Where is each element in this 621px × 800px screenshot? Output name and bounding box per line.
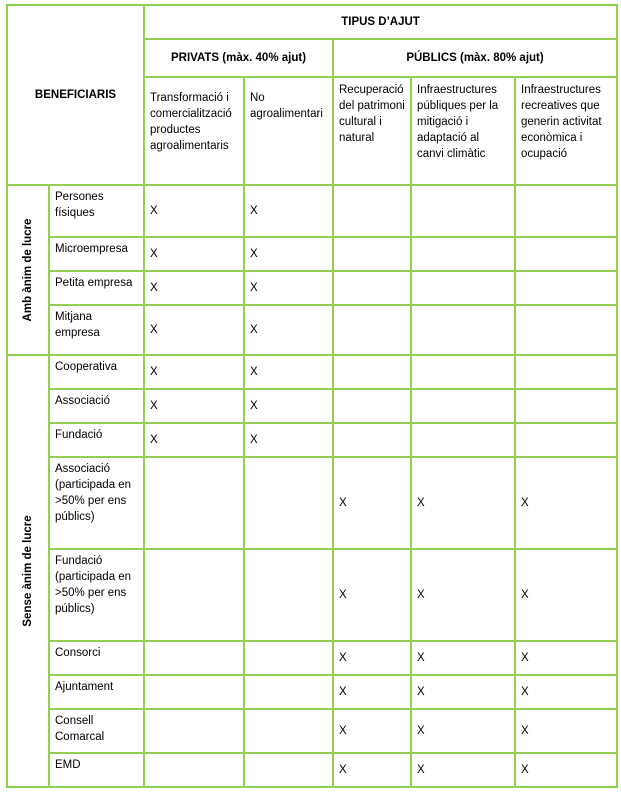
beneficiary-name: Mitjana empresa — [49, 305, 144, 355]
mark-cell — [333, 355, 411, 389]
beneficiary-name: Fundació — [49, 423, 144, 457]
mark-cell: X — [515, 457, 617, 549]
beneficiary-name: Ajuntament — [49, 675, 144, 709]
table-row — [7, 753, 617, 787]
mark-cell: X — [144, 271, 244, 305]
mark-cell: X — [244, 237, 333, 271]
group-label: Amb ànim de lucre — [22, 218, 34, 322]
group-sense-anim-lucre — [7, 355, 49, 787]
mark-cell — [244, 457, 333, 549]
table-row — [7, 675, 617, 709]
col-infra-recreatives-header: Infraestructures recreatives que generin activitat econòmica i ocupació — [515, 77, 617, 185]
mark-cell: X — [144, 237, 244, 271]
mark-cell — [411, 185, 515, 237]
mark-cell — [333, 237, 411, 271]
privats-header: PRIVATS (màx. 40% ajut) — [144, 39, 333, 77]
mark-cell — [411, 355, 515, 389]
mark-cell: X — [411, 641, 515, 675]
mark-cell — [411, 389, 515, 423]
table-row — [7, 389, 617, 423]
table-row — [7, 709, 617, 753]
beneficiary-name: Fundació (participada en >50% per ens públics) — [49, 549, 144, 641]
mark-cell: X — [244, 185, 333, 237]
beneficiary-name: Persones físiques — [49, 185, 144, 237]
beneficiaris-header: BENEFICIARIS — [7, 5, 144, 185]
mark-cell: X — [411, 457, 515, 549]
beneficiary-name: Associació — [49, 389, 144, 423]
table-row — [7, 271, 617, 305]
beneficiary-name: Petita empresa — [49, 271, 144, 305]
beneficiary-name: Cooperativa — [49, 355, 144, 389]
table-row — [7, 423, 617, 457]
mark-cell — [515, 389, 617, 423]
mark-cell — [144, 457, 244, 549]
mark-cell: X — [333, 549, 411, 641]
mark-cell — [515, 305, 617, 355]
table-row — [7, 641, 617, 675]
mark-cell — [333, 389, 411, 423]
table-row — [7, 355, 617, 389]
group-amb-anim-lucre — [7, 185, 49, 355]
mark-cell: X — [333, 753, 411, 787]
mark-cell: X — [244, 423, 333, 457]
mark-cell — [411, 237, 515, 271]
mark-cell: X — [244, 389, 333, 423]
mark-cell: X — [515, 709, 617, 753]
mark-cell — [515, 185, 617, 237]
aid-types-table — [6, 4, 618, 788]
mark-cell — [144, 641, 244, 675]
mark-cell — [333, 423, 411, 457]
mark-cell — [333, 271, 411, 305]
table-row — [7, 549, 617, 641]
mark-cell — [411, 305, 515, 355]
col-infra-climatic-header: Infraestructures públiques per la mitigació i adaptació al canvi climàtic — [411, 77, 515, 185]
mark-cell: X — [411, 709, 515, 753]
mark-cell — [515, 423, 617, 457]
mark-cell — [515, 355, 617, 389]
mark-cell: X — [333, 457, 411, 549]
mark-cell — [244, 641, 333, 675]
publics-header: PÚBLICS (màx. 80% ajut) — [333, 39, 617, 77]
mark-cell: X — [333, 641, 411, 675]
mark-cell — [244, 753, 333, 787]
mark-cell — [333, 185, 411, 237]
mark-cell — [515, 237, 617, 271]
mark-cell — [244, 549, 333, 641]
mark-cell: X — [144, 185, 244, 237]
beneficiary-name: Consell Comarcal — [49, 709, 144, 753]
mark-cell: X — [411, 753, 515, 787]
beneficiary-name: Microempresa — [49, 237, 144, 271]
table-row — [7, 237, 617, 271]
mark-cell: X — [515, 641, 617, 675]
mark-cell: X — [244, 305, 333, 355]
mark-cell: X — [333, 709, 411, 753]
mark-cell: X — [144, 423, 244, 457]
table-row — [7, 305, 617, 355]
col-transformacio-header: Transformació i comercialització productes agroalimentaris — [144, 77, 244, 185]
beneficiary-name: Consorci — [49, 641, 144, 675]
mark-cell — [515, 271, 617, 305]
mark-cell: X — [244, 271, 333, 305]
mark-cell: X — [333, 675, 411, 709]
table-row — [7, 185, 617, 237]
col-no-agroalimentari-header: No agroalimentari — [244, 77, 333, 185]
table-row — [7, 457, 617, 549]
beneficiary-name: EMD — [49, 753, 144, 787]
mark-cell: X — [144, 305, 244, 355]
tipus-ajut-header: TIPUS D’AJUT — [144, 5, 617, 39]
mark-cell — [144, 753, 244, 787]
mark-cell — [244, 675, 333, 709]
mark-cell — [144, 675, 244, 709]
mark-cell — [244, 709, 333, 753]
mark-cell — [144, 549, 244, 641]
group-label: Sense ànim de lucre — [22, 515, 34, 627]
beneficiary-name: Associació (participada en >50% per ens públics) — [49, 457, 144, 549]
mark-cell: X — [411, 549, 515, 641]
mark-cell: X — [244, 355, 333, 389]
mark-cell: X — [144, 355, 244, 389]
mark-cell: X — [515, 753, 617, 787]
mark-cell: X — [144, 389, 244, 423]
mark-cell — [411, 271, 515, 305]
mark-cell: X — [515, 549, 617, 641]
mark-cell — [411, 423, 515, 457]
mark-cell — [333, 305, 411, 355]
mark-cell — [144, 709, 244, 753]
col-recuperacio-header: Recuperació del patrimoni cultural i natural — [333, 77, 411, 185]
mark-cell: X — [411, 675, 515, 709]
mark-cell: X — [515, 675, 617, 709]
